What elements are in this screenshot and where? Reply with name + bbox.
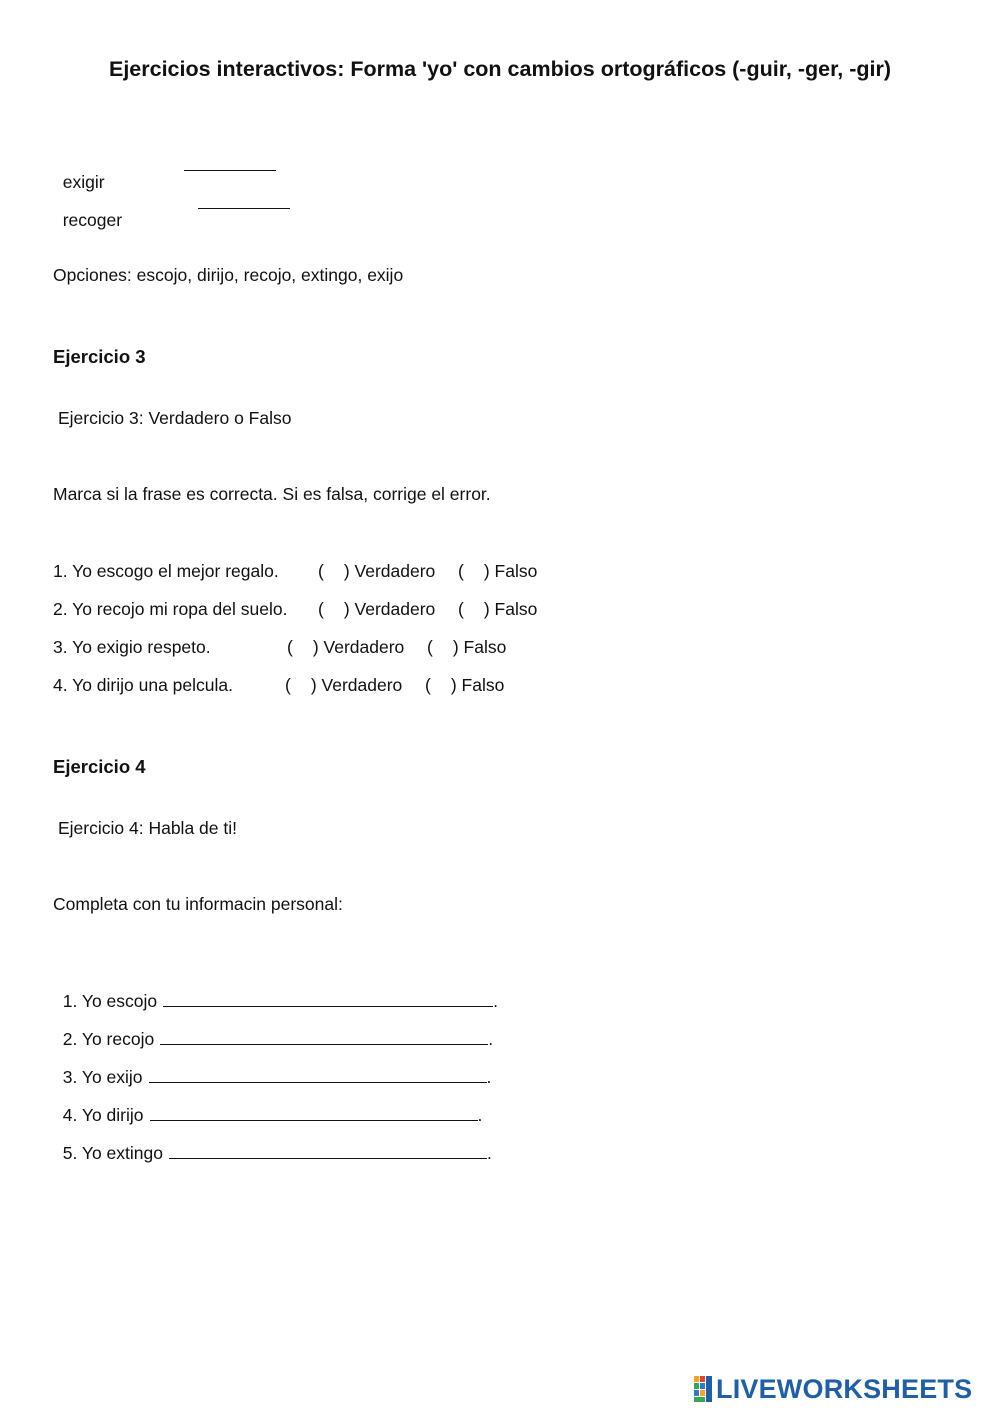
true-label: Verdadero: [354, 561, 436, 581]
statement-1: 1. Yo escogo el mejor regalo.: [53, 561, 279, 581]
true-option-4[interactable]: [285, 675, 402, 696]
false-option-3[interactable]: [427, 637, 506, 658]
answer-input-recoger[interactable]: [198, 189, 290, 209]
prompt-row-5: [53, 1122, 492, 1164]
answer-input-exigir[interactable]: [184, 151, 276, 171]
paren-close: ): [483, 561, 490, 581]
period: .: [477, 1105, 483, 1125]
exercise4-subtitle: Ejercicio 4: Habla de ti!: [58, 818, 237, 838]
prompt-label: 5. Yo extingo: [62, 1143, 163, 1163]
period: .: [493, 991, 498, 1011]
paren-open: (: [318, 599, 324, 619]
false-label: Falso: [494, 599, 538, 619]
liveworksheets-logo: [694, 1372, 972, 1406]
prompt-label: 2. Yo recojo: [62, 1029, 155, 1049]
verb-exigir-row: [53, 151, 105, 193]
false-label: Falso: [463, 637, 507, 657]
prompt-row-3: [53, 1046, 491, 1088]
statement-4: 4. Yo dirijo una pelcula.: [53, 675, 233, 695]
true-label: Verdadero: [323, 637, 405, 657]
prompt-row-1: [53, 970, 498, 1012]
exercise3-instruction: Marca si la frase es correcta. Si es falsa, corrige el error.: [53, 484, 491, 504]
paren-close: ): [483, 599, 490, 619]
exercise3-subtitle: Ejercicio 3: Verdadero o Falso: [58, 408, 292, 428]
true-option-1[interactable]: [318, 561, 435, 582]
paren-open: (: [287, 637, 293, 657]
brand-name: LIVEWORKSHEETS: [716, 1373, 973, 1404]
prompt-row-4: [53, 1084, 482, 1126]
answer-line-4[interactable]: [150, 1105, 478, 1121]
period: .: [488, 1029, 494, 1049]
paren-open: (: [458, 561, 464, 581]
liveworksheets-logo-icon: [694, 1376, 714, 1402]
period: .: [486, 1143, 492, 1163]
statement-2: 2. Yo recojo mi ropa del suelo.: [53, 599, 288, 619]
paren-open: (: [425, 675, 431, 695]
true-label: Verdadero: [321, 675, 403, 695]
paren-open: (: [458, 599, 464, 619]
false-option-4[interactable]: [425, 675, 504, 696]
verb-label: exigir: [62, 172, 105, 192]
paren-close: ): [343, 599, 350, 619]
exercise3-heading: Ejercicio 3: [53, 346, 146, 367]
true-option-3[interactable]: [287, 637, 404, 658]
false-label: Falso: [461, 675, 505, 695]
prompt-label: 3. Yo exijo: [62, 1067, 143, 1087]
statement-3: 3. Yo exigio respeto.: [53, 637, 211, 657]
true-label: Verdadero: [354, 599, 436, 619]
paren-close: ): [312, 637, 319, 657]
paren-open: (: [318, 561, 324, 581]
exercise4-heading: Ejercicio 4: [53, 756, 146, 777]
paren-open: (: [285, 675, 291, 695]
verb-label: recoger: [62, 210, 123, 230]
prompt-label: 1. Yo escojo: [62, 991, 158, 1011]
false-label: Falso: [494, 561, 538, 581]
paren-close: ): [310, 675, 317, 695]
answer-line-5[interactable]: [169, 1143, 487, 1159]
page-title: Ejercicios interactivos: Forma 'yo' con cambios ortográficos (-guir, -ger, -gir): [108, 57, 891, 81]
prompt-row-2: [53, 1008, 493, 1050]
prompt-label: 4. Yo dirijo: [62, 1105, 144, 1125]
exercise4-instruction: Completa con tu informacin personal:: [53, 894, 343, 914]
paren-open: (: [427, 637, 433, 657]
answer-line-3[interactable]: [149, 1067, 487, 1083]
answer-line-2[interactable]: [160, 1029, 488, 1045]
false-option-1[interactable]: [458, 561, 537, 582]
paren-close: ): [343, 561, 350, 581]
paren-close: ): [452, 637, 459, 657]
period: .: [486, 1067, 492, 1087]
true-option-2[interactable]: [318, 599, 435, 620]
false-option-2[interactable]: [458, 599, 537, 620]
answer-line-1[interactable]: [163, 991, 493, 1007]
options-text: Opciones: escojo, dirijo, recojo, extingo, exijo: [53, 265, 404, 285]
verb-recoger-row: [53, 189, 122, 231]
paren-close: ): [450, 675, 457, 695]
